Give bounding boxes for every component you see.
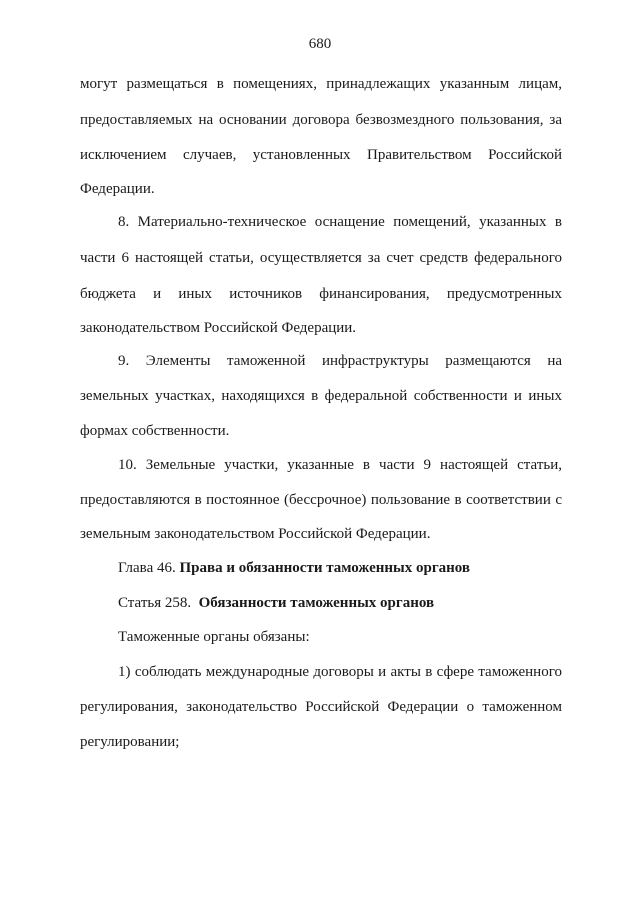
chapter-heading — [118, 559, 470, 577]
paragraph-line: предоставляются в постоянное (бессрочное) пользование в соответствии с — [80, 492, 562, 508]
paragraph-line: 10. Земельные участки, указанные в части 9 настоящей статьи, — [118, 457, 562, 473]
paragraph-line: могут размещаться в помещениях, принадлежащих указанным лицам, — [80, 76, 562, 92]
article-heading — [118, 594, 434, 612]
article-title: Обязанности таможенных органов — [198, 595, 435, 611]
paragraph-line: бюджета и иных источников финансирования, предусмотренных — [80, 286, 562, 302]
list-item-line: регулирования, законодательство Российской Федерации о таможенном — [80, 699, 562, 715]
chapter-title: Права и обязанности таможенных органов — [179, 560, 471, 576]
paragraph-line: исключением случаев, установленных Правительством Российской — [80, 147, 562, 163]
paragraph-line: 8. Материально-техническое оснащение помещений, указанных в — [118, 214, 562, 230]
paragraph-line: земельным законодательством Российской Федерации. — [80, 526, 431, 542]
paragraph-line: законодательством Российской Федерации. — [80, 320, 357, 336]
page-number: 680 — [308, 36, 332, 52]
paragraph-line: Федерации. — [80, 181, 155, 197]
paragraph-line: формах собственности. — [80, 423, 230, 439]
paragraph-line: Таможенные органы обязаны: — [118, 629, 310, 645]
list-item-line: регулировании; — [80, 734, 180, 750]
paragraph-line: предоставляемых на основании договора безвозмездного пользования, за — [80, 112, 562, 128]
paragraph-line: 9. Элементы таможенной инфраструктуры размещаются на — [118, 353, 562, 369]
paragraph-line: земельных участках, находящихся в федеральной собственности и иных — [80, 388, 562, 404]
chapter-prefix: Глава 46. — [118, 560, 176, 576]
paragraph-line: части 6 настоящей статьи, осуществляется за счет средств федерального — [80, 250, 562, 266]
article-prefix: Статья 258. — [118, 595, 192, 611]
list-item-line: 1) соблюдать международные договоры и акты в сфере таможенного — [118, 664, 562, 680]
